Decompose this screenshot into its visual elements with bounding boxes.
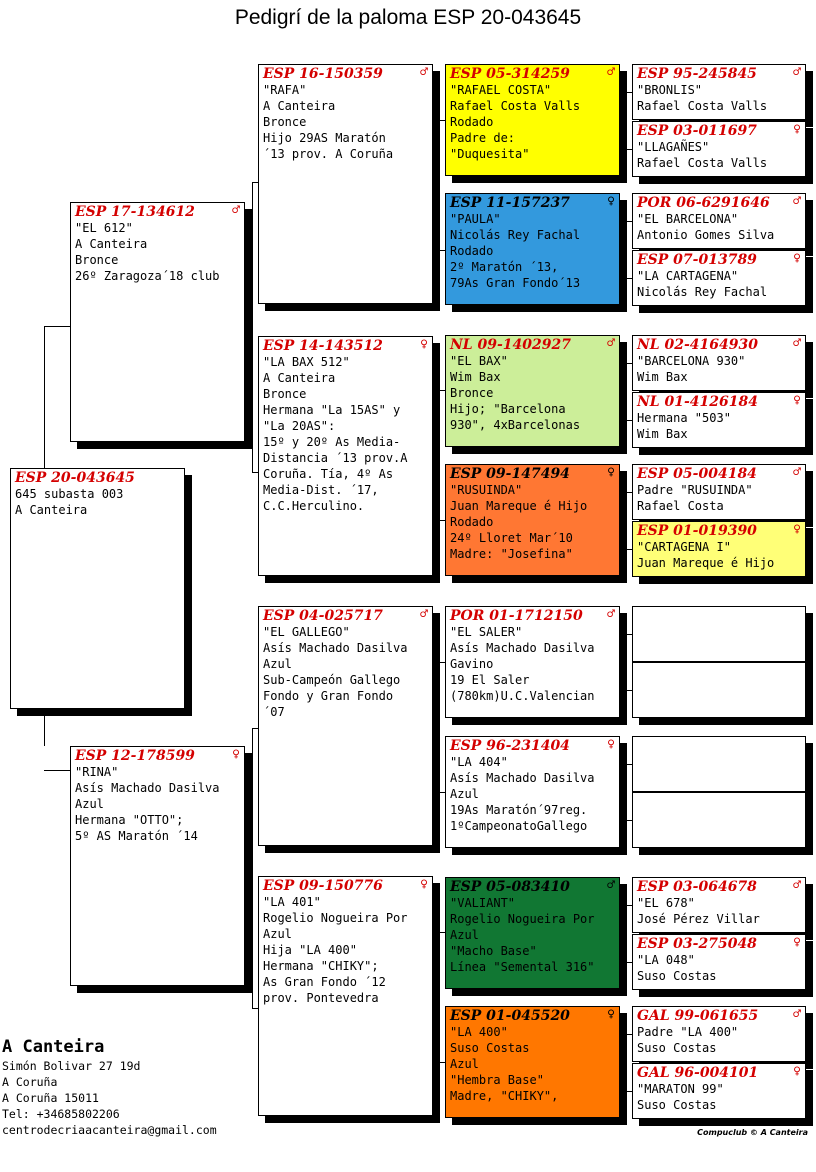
ring-number: NL 09-1402927 [450,337,571,353]
detail-line: C.C.Herculino. [263,499,365,513]
ring-number: ESP 01-045520 [450,1008,570,1024]
ring-number [633,737,805,738]
connector-line [626,1091,632,1092]
male-icon: ♂ [420,607,428,622]
detail-line: Azul [263,657,292,671]
detail-line: Madre, "CHIKY", [450,1089,559,1103]
pigeon-card-ggs8 [445,1006,620,1118]
detail-line: "EL BARCELONA" [637,212,739,226]
detail-line: "RINA" [75,765,119,779]
detail-line: Rogelio Nogueira Por [263,911,408,925]
connector-line [438,390,439,520]
pigeon-card-subject [10,468,185,709]
detail-line: "RAFAEL COSTA" [450,83,552,97]
male-icon: ♂ [232,203,240,218]
connector-line [626,92,632,93]
detail-line: Media-Dist. ´17, [263,483,379,497]
ring-number: ESP 16-150359 [263,66,383,82]
ring-number: POR 06-6291646 [637,195,770,211]
ring-number: ESP 95-245845 [637,66,757,82]
pigeon-card-ggs5 [445,606,620,718]
detail-line: Gavino [450,657,494,671]
detail-line: A Canteira [263,371,336,385]
pigeon-card-g4 [632,250,806,306]
detail-line: A Canteira [75,237,148,251]
male-icon: ♂ [793,336,801,351]
male-icon: ♂ [793,878,801,893]
male-icon: ♂ [793,65,801,80]
pigeon-details [633,1024,805,1056]
pigeon-card-g15 [632,1006,806,1062]
detail-line: Distancia ´13 prov.A [263,451,408,465]
detail-line: 19 El Saler [450,673,530,687]
pigeon-details [633,139,805,171]
pigeon-details [633,82,805,114]
detail-line: Hijo; "Barcelona [450,402,566,416]
connector-line [626,764,627,820]
connector-line [252,472,258,473]
detail-line: "LA 404" [450,755,508,769]
detail-line: "VALIANT" [450,896,516,910]
ring-number: ESP 96-231404 [450,738,570,754]
connector-line [438,120,445,121]
detail-line: 930", 4xBarcelonas [450,418,581,432]
detail-line: Hermana "La 15AS" y [263,403,401,417]
connector-line [626,1034,627,1091]
detail-line: 1ºCampeonatoGallego [450,819,588,833]
detail-line: Coruña. Tía, 4º As [263,467,394,481]
detail-line: Nicolás Rey Fachal [450,228,581,242]
pigeon-card-g7 [632,464,806,520]
connector-line [626,1034,632,1035]
connector-line [438,250,445,251]
detail-line: Azul [75,797,104,811]
detail-line: Asís Machado Dasilva [450,771,595,785]
detail-line: A Canteira [263,99,336,113]
pigeon-details [633,410,805,442]
breeder-phone: Tel: +34685802206 [2,1107,120,1121]
ring-number: ESP 09-147494 [450,466,570,482]
detail-line: Bronce [263,115,307,129]
pigeon-card-g9 [632,606,806,662]
detail-line: Rafael Costa Valls [637,99,768,113]
detail-line: ´13 prov. A Coruña [263,147,394,161]
detail-line: Suso Costas [637,1041,717,1055]
connector-line [626,962,632,963]
ring-number [633,607,805,608]
detail-line: "La 20AS": [263,419,336,433]
ring-number: ESP 05-083410 [450,879,570,895]
detail-line: Padre de: [450,131,516,145]
connector-line [626,492,627,549]
detail-line: Sub-Campeón Gallego [263,673,401,687]
pigeon-card-g5 [632,335,806,391]
pigeon-details [633,353,805,385]
ring-number: ESP 12-178599 [75,748,195,764]
detail-line: Azul [450,787,479,801]
connector-line [252,182,258,183]
male-icon: ♂ [793,194,801,209]
male-icon: ♂ [607,607,615,622]
pigeon-details [633,211,805,243]
detail-line: Rafael Costa Valls [637,156,768,170]
connector-line [438,662,439,792]
detail-line: Hijo 29AS Maratón [263,131,386,145]
detail-line: José Pérez Villar [637,912,760,926]
connector-line [626,549,632,550]
breeder-postal: A Coruña 15011 [2,1091,99,1105]
male-icon: ♂ [793,465,801,480]
detail-line: Rogelio Nogueira Por [450,912,595,926]
detail-line: Azul [263,927,292,941]
ring-number: ESP 03-064678 [637,879,757,895]
detail-line: "EL SALER" [450,625,523,639]
male-icon: ♂ [793,1007,801,1022]
detail-line: 2º Maratón ´13, [450,260,559,274]
pigeon-card-ggs2 [445,193,620,305]
detail-line: "LA BAX 512" [263,355,350,369]
pigeon-card-dam [70,746,245,986]
pigeon-card-ggs6 [445,736,620,848]
female-icon: ♀ [793,1064,801,1079]
pigeon-card-ggs3 [445,335,620,447]
connector-line [626,634,632,635]
detail-line: Suso Costas [637,969,717,983]
ring-number: ESP 14-143512 [263,338,383,354]
detail-line: Antonio Gomes Silva [637,228,775,242]
pigeon-details [259,82,432,162]
pigeon-card-gs3 [258,606,433,846]
detail-line: Rodado [450,515,494,529]
pigeon-details [259,354,432,514]
pigeon-details [259,894,432,1006]
connector-line [438,792,445,793]
detail-line: Azul [450,928,479,942]
detail-line: "LA CARTAGENA" [637,269,739,283]
pigeon-card-gs1 [258,64,433,304]
detail-line: Wim Bax [637,427,688,441]
ring-number: ESP 09-150776 [263,878,383,894]
detail-line: "EL 612" [75,221,133,235]
male-icon: ♂ [607,878,615,893]
connector-line [626,634,627,690]
pigeon-card-g11 [632,736,806,792]
detail-line: Juan Mareque é Hijo [450,499,588,513]
pigeon-details [11,486,184,518]
female-icon: ♀ [793,935,801,950]
detail-line: Rafael Costa Valls [450,99,581,113]
pigeon-card-gs4 [258,876,433,1116]
detail-line: "LLAGAÑES" [637,140,710,154]
pigeon-details [446,895,619,975]
female-icon: ♀ [793,393,801,408]
pigeon-details [446,482,619,562]
detail-line: "BRONLIS" [637,83,703,97]
detail-line: Rodado [450,115,494,129]
female-icon: ♀ [607,1007,615,1022]
pigeon-card-g12 [632,792,806,848]
pigeon-card-g6 [632,392,806,448]
connector-line [44,770,70,771]
detail-line: "LA 401" [263,895,321,909]
connector-line [626,278,632,279]
detail-line: Padre "LA 400" [637,1025,739,1039]
ring-number: GAL 99-061655 [637,1008,759,1024]
detail-line: "BARCELONA 930" [637,354,746,368]
connector-line [438,662,445,663]
ring-number: ESP 20-043645 [15,470,135,486]
pigeon-card-ggs4 [445,464,620,576]
pigeon-details [633,482,805,514]
detail-line: "RUSUINDA" [450,483,523,497]
pigeon-details [633,952,805,984]
pigeon-details [446,754,619,834]
footer-credit: Compuclub © A Canteira [697,1128,808,1137]
pigeon-card-g1 [632,64,806,120]
connector-line [626,690,632,691]
detail-line: Rodado [450,244,494,258]
detail-line: 15º y 20º As Media- [263,435,401,449]
ring-number: ESP 11-157237 [450,195,570,211]
pigeon-details [446,82,619,162]
pigeon-details [446,353,619,433]
connector-line [252,728,253,1008]
female-icon: ♀ [607,737,615,752]
male-icon: ♂ [420,65,428,80]
pigeon-details [446,211,619,291]
detail-line: (780km)U.C.Valencian [450,689,595,703]
female-icon: ♀ [420,877,428,892]
breeder-email[interactable]: centrodecriaacanteira@gmail.com [2,1123,217,1137]
connector-line [626,420,632,421]
detail-line: 645 subasta 003 [15,487,124,501]
pigeon-card-g8 [632,521,806,577]
detail-line: "PAULA" [450,212,501,226]
ring-number: ESP 01-019390 [637,523,757,539]
ring-number: ESP 05-314259 [450,66,570,82]
ring-number: ESP 04-025717 [263,608,383,624]
breeder-info [2,1036,217,1138]
connector-line [626,363,627,420]
connector-line [438,932,445,933]
detail-line: Asís Machado Dasilva [75,781,220,795]
pigeon-details [71,764,244,844]
connector-line [626,820,632,821]
detail-line: Bronce [75,253,119,267]
detail-line: Asís Machado Dasilva [450,641,595,655]
detail-line: Rafael Costa [637,499,724,513]
ring-number: NL 02-4164930 [637,337,758,353]
detail-line: 79As Gran Fondo´13 [450,276,581,290]
pigeon-details [633,1081,805,1113]
ring-number: ESP 03-011697 [637,123,757,139]
detail-line: ´07 [263,705,285,719]
page-title: Pedigrí de la paloma ESP 20-043645 [234,6,582,29]
pigeon-card-g13 [632,877,806,933]
female-icon: ♀ [232,747,240,762]
detail-line: Hermana "OTTO"; [75,813,184,827]
detail-line: 19As Maratón´97reg. [450,803,588,817]
detail-line: "RAFA" [263,83,307,97]
detail-line: "LA 048" [637,953,695,967]
pigeon-details [446,624,619,704]
detail-line: "EL BAX" [450,354,508,368]
pigeon-card-sire [70,202,245,442]
pigeon-details [71,220,244,284]
female-icon: ♀ [607,465,615,480]
pigeon-details [446,1024,619,1104]
ring-number: ESP 17-134612 [75,204,195,220]
detail-line: Hermana "503" [637,411,731,425]
ring-number: ESP 05-004184 [637,466,757,482]
connector-line [438,520,445,521]
detail-line: 5º AS Maratón ´14 [75,829,198,843]
breeder-city: A Coruña [2,1075,58,1089]
detail-line: A Canteira [15,503,88,517]
detail-line: Nicolás Rey Fachal [637,285,768,299]
ring-number: ESP 03-275048 [637,936,757,952]
detail-line: Hermana "CHIKY"; [263,959,379,973]
female-icon: ♀ [793,122,801,137]
connector-line [626,221,627,278]
detail-line: Bronce [263,387,307,401]
connector-line [626,149,632,150]
detail-line: Hija "LA 400" [263,943,357,957]
female-icon: ♀ [793,251,801,266]
ring-number [633,793,805,794]
detail-line: prov. Pontevedra [263,991,379,1005]
detail-line: Juan Mareque é Hijo [637,556,775,570]
connector-line [44,326,70,327]
breeder-name: A Canteira [2,1037,105,1057]
connector-line [626,221,632,222]
detail-line: "Hembra Base" [450,1073,544,1087]
detail-line: Wim Bax [637,370,688,384]
pigeon-card-gs2 [258,336,433,576]
ring-number: GAL 96-004101 [637,1065,759,1081]
connector-line [44,326,45,468]
ring-number: NL 01-4126184 [637,394,758,410]
connector-line [438,932,439,1062]
pigeon-details [259,624,432,720]
connector-line [438,1062,445,1063]
pigeon-card-ggs1 [445,64,620,176]
pigeon-details [633,539,805,571]
detail-line: "LA 400" [450,1025,508,1039]
detail-line: "EL 678" [637,896,695,910]
detail-line: Wim Bax [450,370,501,384]
pigeon-card-ggs7 [445,877,620,989]
detail-line: Madre: "Josefina" [450,547,573,561]
pigeon-details [633,895,805,927]
connector-line [252,1008,258,1009]
detail-line: "Macho Base" [450,944,537,958]
connector-line [252,182,253,472]
male-icon: ♂ [607,65,615,80]
detail-line: "MARATON 99" [637,1082,724,1096]
detail-line: "CARTAGENA I" [637,540,731,554]
pigeon-card-g2 [632,121,806,177]
connector-line [626,905,632,906]
connector-line [626,905,627,962]
detail-line: 24º Lloret Mar´10 [450,531,573,545]
pigeon-card-g10 [632,662,806,718]
ring-number: POR 01-1712150 [450,608,583,624]
detail-line: Asís Machado Dasilva [263,641,408,655]
pigeon-card-g14 [632,934,806,990]
connector-line [626,92,627,149]
connector-line [626,492,632,493]
detail-line: Línea "Semental 316" [450,960,595,974]
detail-line: Fondo y Gran Fondo [263,689,394,703]
detail-line: "Duquesita" [450,147,530,161]
detail-line: Suso Costas [637,1098,717,1112]
connector-line [626,764,632,765]
ring-number: ESP 07-013789 [637,252,757,268]
pigeon-card-g3 [632,193,806,249]
detail-line: Padre "RUSUINDA" [637,483,753,497]
detail-line: As Gran Fondo ´12 [263,975,386,989]
connector-line [438,120,439,250]
male-icon: ♂ [607,336,615,351]
connector-line [44,716,45,746]
female-icon: ♀ [607,194,615,209]
detail-line: Suso Costas [450,1041,530,1055]
breeder-address: Simón Bolivar 27 19d [2,1059,141,1073]
detail-line: Bronce [450,386,494,400]
connector-line [626,363,632,364]
detail-line: 26º Zaragoza´18 club [75,269,220,283]
ring-number [633,663,805,664]
connector-line [438,390,445,391]
connector-line [252,728,258,729]
pigeon-card-g16 [632,1063,806,1119]
female-icon: ♀ [793,522,801,537]
female-icon: ♀ [420,337,428,352]
pigeon-details [633,268,805,300]
detail-line: "EL GALLEGO" [263,625,350,639]
detail-line: Azul [450,1057,479,1071]
